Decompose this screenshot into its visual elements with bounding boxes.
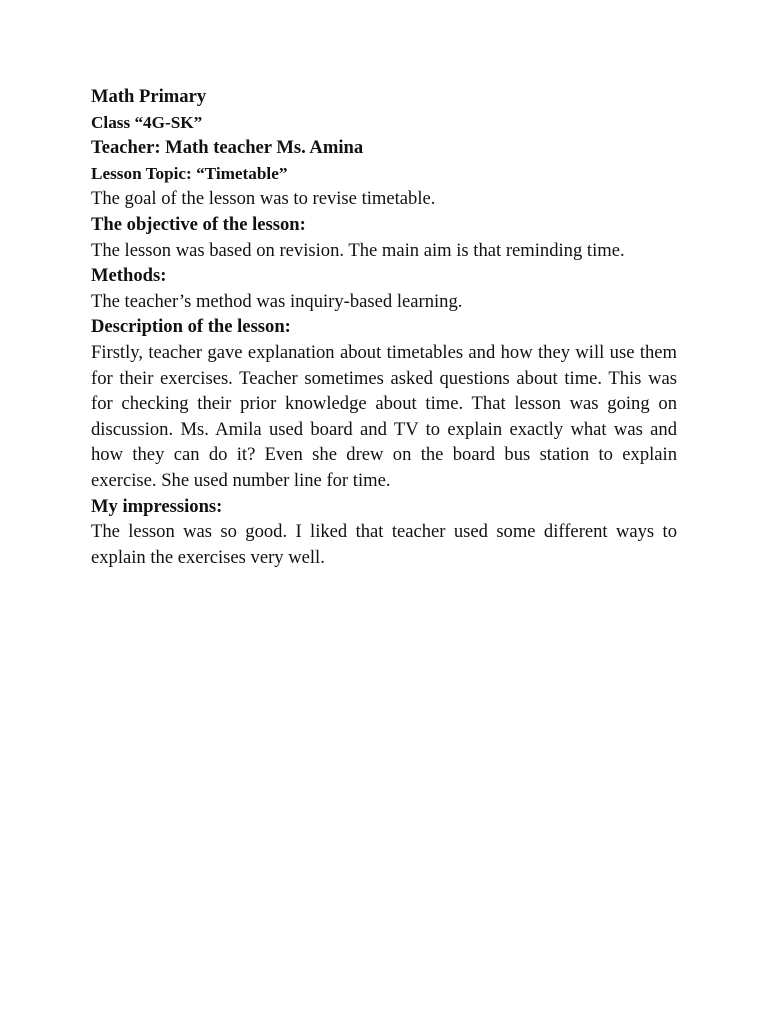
- impressions-body: The lesson was so good. I liked that teacher used some different ways to explain the exercises very well.: [91, 521, 677, 568]
- document-page: [91, 84, 677, 570]
- class-line: Class “4G-SK”: [91, 112, 203, 132]
- objective-body: The lesson was based on revision. The main aim is that reminding time.: [91, 239, 625, 261]
- document-title: Math Primary: [91, 86, 207, 107]
- teacher-line: Teacher: Math teacher Ms. Amina: [91, 137, 364, 159]
- description-body: Firstly, teacher gave explanation about timetables and how they will use them for their exercises. Teacher sometimes asked questions about time. This was for checking their prior knowledge about time. That lesson was going on discussion. Ms. Amila used board and TV to explain exactly what was and how they can do it? Even she drew on the board bus station to explain exercise. She used number line for time.: [91, 341, 677, 491]
- objective-heading: The objective of the lesson:: [91, 213, 306, 235]
- description-heading: Description of the lesson:: [91, 316, 291, 338]
- methods-body: The teacher’s method was inquiry-based learning.: [91, 290, 463, 312]
- methods-heading: Methods:: [91, 265, 167, 287]
- lesson-topic-line: Lesson Topic: “Timetable”: [91, 163, 288, 183]
- impressions-heading: My impressions:: [91, 495, 223, 517]
- lesson-goal-text: The goal of the lesson was to revise timetable.: [91, 188, 436, 210]
